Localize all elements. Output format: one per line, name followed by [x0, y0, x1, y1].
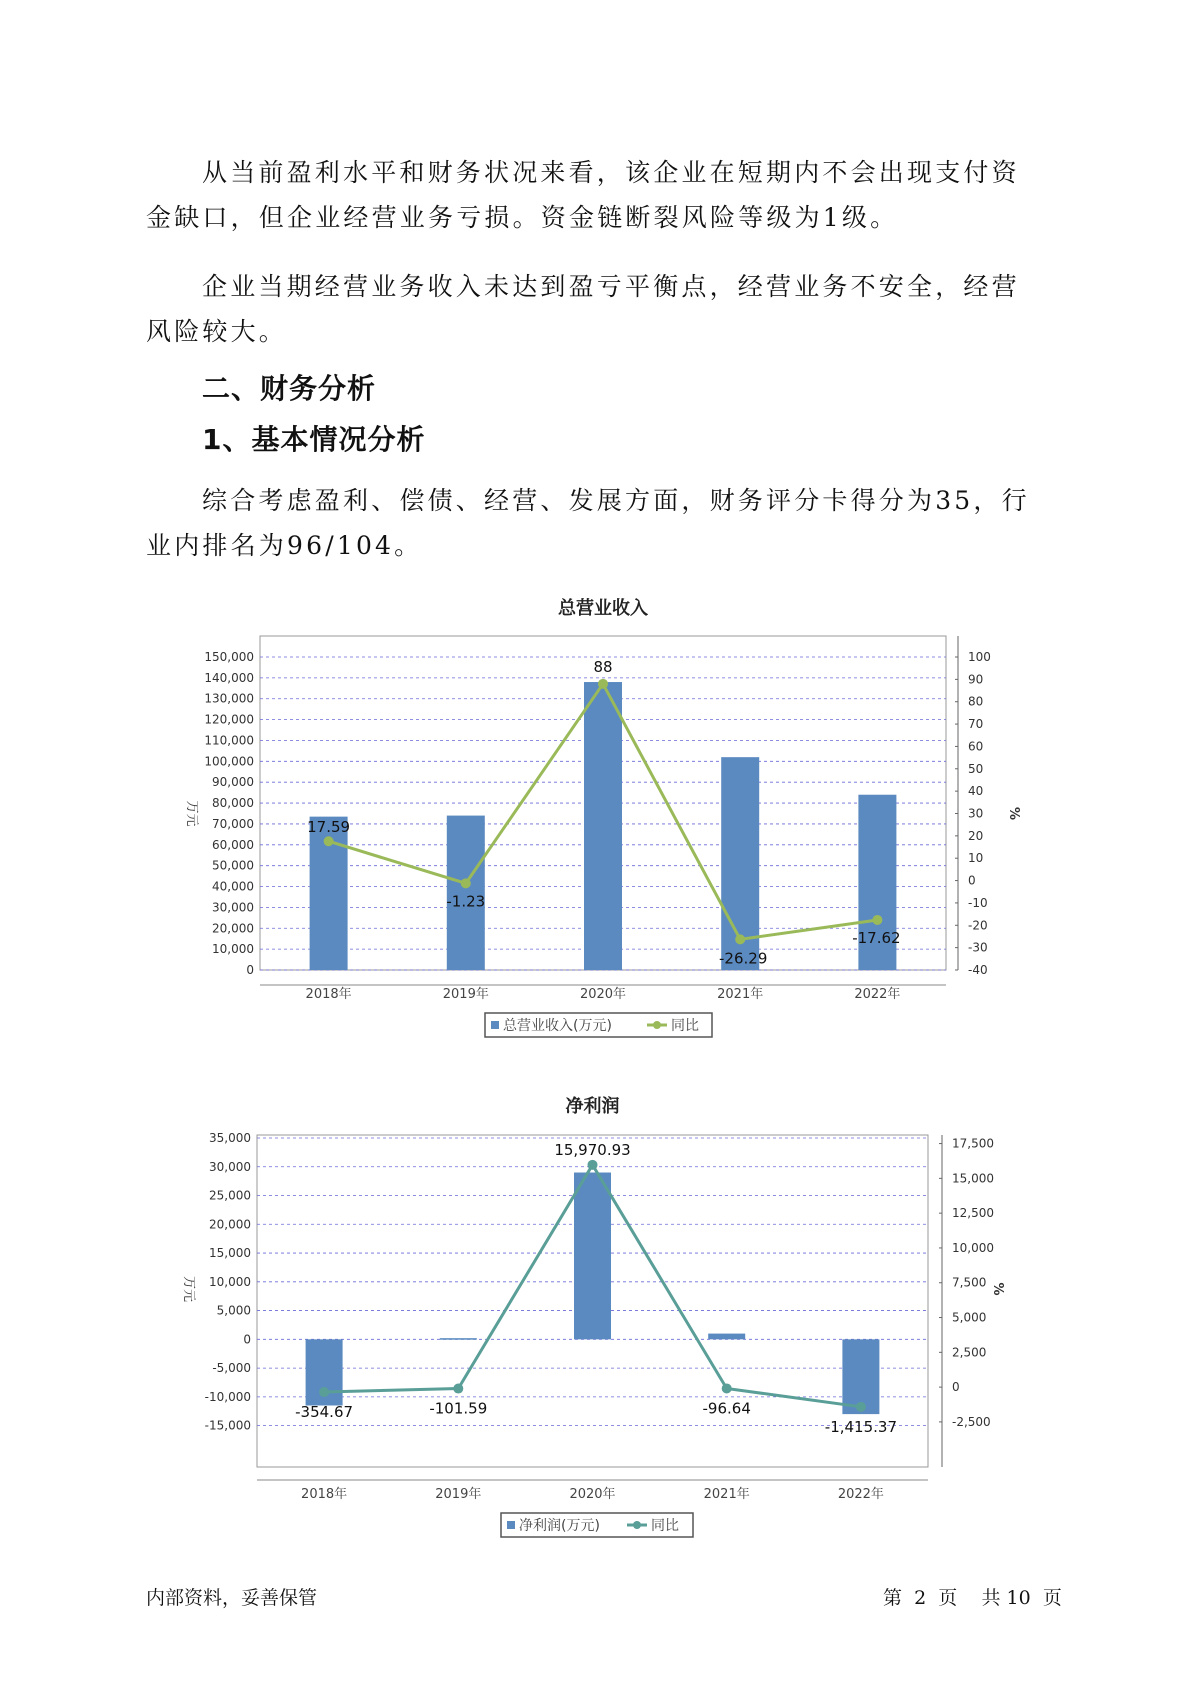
x-tick-label: 2021年	[703, 1487, 750, 1502]
bar	[440, 1338, 477, 1340]
y-tick-label: 20,000	[212, 921, 254, 936]
y2-tick-label: -40	[968, 963, 988, 977]
y2-tick-label: 80	[968, 694, 984, 709]
y2-tick-label: 0	[952, 1380, 960, 1395]
legend-line-marker	[653, 1021, 661, 1029]
section-heading: 二、财务分析	[202, 372, 377, 405]
data-label: 88	[593, 657, 613, 676]
y-tick-label: 70,000	[212, 816, 254, 831]
data-label: -1,415.37	[824, 1417, 898, 1436]
y-tick-label: 15,000	[209, 1246, 251, 1261]
y2-tick-label: 0	[968, 873, 976, 888]
y2-tick-label: 30	[968, 806, 984, 821]
y2-tick-label: -10	[968, 895, 988, 910]
total-suffix: 页	[1042, 1587, 1062, 1609]
legend-line-label: 同比	[671, 1018, 699, 1034]
line-point	[324, 836, 334, 846]
data-label: -101.59	[429, 1399, 488, 1418]
paragraph-breakeven-text: 企业当期经营业务收入未达到盈亏平衡点，经营业务不安全，经营风险较大。	[146, 272, 1020, 346]
y2-tick-label: 90	[968, 672, 984, 687]
y-tick-label: 60,000	[212, 837, 254, 852]
revenue-chart	[0, 585, 1191, 1060]
y-tick-label: 150,000	[204, 650, 254, 664]
line-point	[722, 1383, 732, 1393]
paragraph-liquidity-text: 从当前盈利水平和财务状况来看，该企业在短期内不会出现支付资金缺口，但企业经营业务亏损。资金链断裂风险等级为1级。	[146, 158, 1020, 232]
legend-bar-swatch	[507, 1521, 515, 1529]
y-tick-label: -10,000	[204, 1389, 251, 1404]
data-label: -354.67	[295, 1403, 354, 1422]
subsection-heading: 1、基本情况分析	[202, 423, 426, 456]
y-tick-label: 50,000	[212, 858, 254, 873]
data-label: 17.59	[307, 818, 351, 837]
footer-confidential: 内部资料，妥善保管	[146, 1587, 318, 1609]
chart-title: 总营业收入	[558, 598, 648, 619]
data-label: -26.29	[719, 949, 768, 968]
y-tick-label: -5,000	[212, 1361, 251, 1376]
x-tick-label: 2018年	[305, 987, 352, 1002]
y-axis-label: 万元	[184, 800, 199, 827]
y-tick-label: -15,000	[204, 1418, 251, 1433]
line-point	[856, 1402, 866, 1412]
y2-tick-label: 10,000	[952, 1240, 994, 1255]
x-tick-label: 2022年	[837, 1487, 884, 1502]
x-tick-label: 2020年	[569, 1487, 616, 1502]
page-suffix: 页	[938, 1587, 958, 1609]
data-label: 15,970.93	[554, 1140, 631, 1159]
legend-bar-label: 净利润(万元)	[519, 1518, 600, 1534]
y-tick-label: 110,000	[204, 733, 254, 748]
bar	[708, 1334, 745, 1340]
y2-tick-label: 20	[968, 828, 984, 843]
y2-tick-label: 50	[968, 761, 984, 776]
line-point	[598, 679, 608, 689]
y-tick-label: 80,000	[212, 796, 254, 811]
y2-tick-label: 7,500	[952, 1275, 987, 1290]
x-tick-label: 2018年	[301, 1487, 348, 1502]
paragraph-summary-text: 综合考虑盈利、偿债、经营、发展方面，财务评分卡得分为35，行业内排名为96/104。	[146, 486, 1030, 560]
line-point	[588, 1160, 598, 1170]
y2-tick-label: 15,000	[952, 1171, 994, 1186]
y-tick-label: 130,000	[204, 691, 254, 706]
y-tick-label: 25,000	[209, 1188, 251, 1203]
total-prefix: 共	[981, 1587, 1001, 1609]
y2-tick-label: 60	[968, 739, 984, 754]
y-tick-label: 10,000	[212, 942, 254, 957]
legend-bar-label: 总营业收入(万元)	[503, 1018, 612, 1034]
y-tick-label: 100,000	[204, 754, 254, 769]
page-prefix: 第	[883, 1587, 903, 1609]
y2-tick-label: -20	[968, 918, 988, 933]
total-pages: 10	[1006, 1587, 1031, 1609]
y2-axis-label: %	[1006, 806, 1021, 821]
legend-line-marker	[633, 1521, 641, 1529]
y2-tick-label: 70	[968, 717, 984, 732]
line-point	[319, 1387, 329, 1397]
bar	[574, 1173, 611, 1340]
y-tick-label: 20,000	[209, 1217, 251, 1232]
bar	[584, 682, 622, 970]
y-tick-label: 10,000	[209, 1274, 251, 1289]
line-point	[461, 878, 471, 888]
line-point	[872, 915, 882, 925]
paragraph-breakeven	[146, 264, 1046, 354]
x-tick-label: 2022年	[854, 987, 901, 1002]
y2-tick-label: 5,000	[952, 1310, 987, 1325]
y-tick-label: 30,000	[212, 900, 254, 915]
line-point	[453, 1384, 463, 1394]
y2-tick-label: -2,500	[952, 1414, 991, 1429]
y2-tick-label: 2,500	[952, 1345, 987, 1360]
x-tick-label: 2019年	[442, 987, 489, 1002]
y-tick-label: 35,000	[209, 1131, 251, 1145]
y-tick-label: 0	[246, 963, 254, 977]
y-tick-label: 5,000	[216, 1303, 251, 1318]
page-number: 2	[914, 1587, 927, 1609]
legend-line-label: 同比	[651, 1518, 679, 1534]
data-label: -96.64	[702, 1399, 751, 1418]
paragraph-summary	[146, 478, 1046, 568]
data-label: -1.23	[446, 892, 486, 911]
y2-tick-label: 12,500	[952, 1206, 994, 1221]
y-tick-label: 90,000	[212, 775, 254, 790]
y-tick-label: 40,000	[212, 879, 254, 894]
y-axis-label: 万元	[181, 1275, 196, 1303]
y-tick-label: 120,000	[204, 712, 254, 727]
y2-tick-label: 40	[968, 784, 984, 799]
footer-page-info	[883, 1583, 1062, 1610]
net-profit-chart	[0, 1083, 1191, 1563]
y-tick-label: 30,000	[209, 1159, 251, 1174]
x-tick-label: 2021年	[717, 987, 764, 1002]
data-label: -17.62	[852, 928, 901, 947]
y2-tick-label: 10	[968, 851, 984, 866]
y-tick-label: 0	[243, 1332, 251, 1347]
y2-axis-label: %	[990, 1282, 1005, 1296]
y2-tick-label: 100	[968, 650, 991, 664]
y2-tick-label: -30	[968, 940, 988, 955]
line-point	[735, 934, 745, 944]
y2-tick-label: 17,500	[952, 1136, 994, 1151]
x-tick-label: 2020年	[579, 987, 627, 1002]
y-tick-label: 140,000	[204, 670, 254, 685]
legend-bar-swatch	[491, 1021, 499, 1029]
paragraph-liquidity	[146, 150, 1046, 240]
chart-title: 净利润	[565, 1096, 620, 1117]
x-tick-label: 2019年	[435, 1487, 482, 1502]
